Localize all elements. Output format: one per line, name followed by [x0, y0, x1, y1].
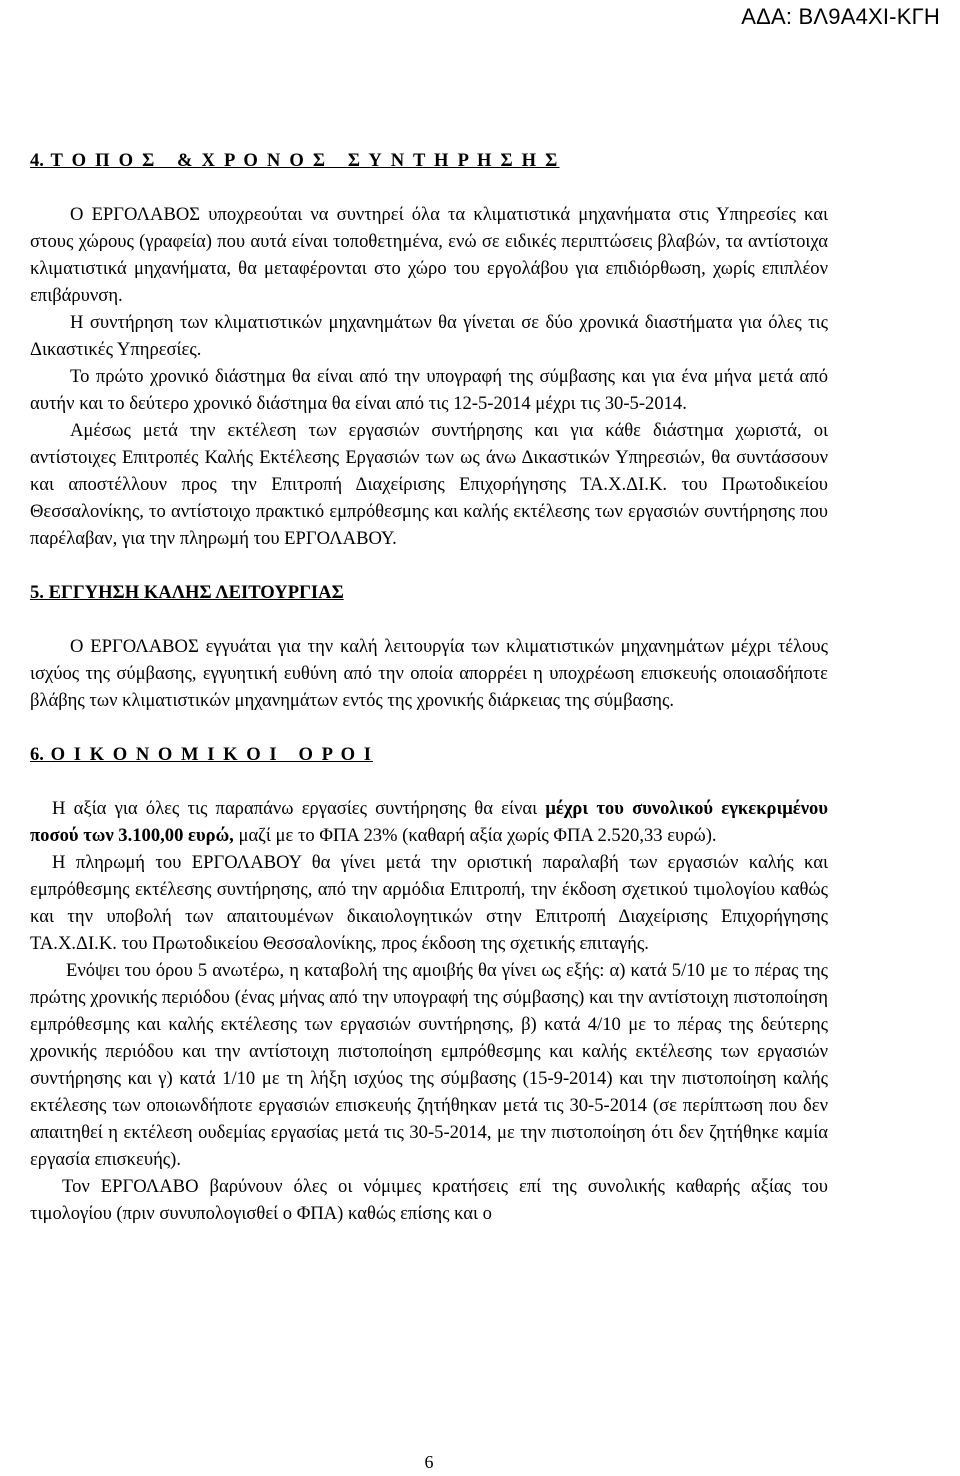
section-4-heading — [30, 147, 828, 174]
section-6-p1-bold-amount: μέχρι του συνολικού εγκεκριμένου ποσού των 3.100,00 ευρώ, — [30, 798, 828, 846]
section-6-paragraph-2: Η πληρωμή του ΕΡΓΟΛΑΒΟΥ θα γίνει μετά την οριστική παραλαβή των εργασιών καλής και εμπρόθεσμης εκτέλεσης συντήρησης, από την αρμόδια Επιτροπή, την έκδοση σχετικού τιμολογίου καθώς και την υποβολή των απαιτουμένων δικαιολογητικών στην Επιτροπή Διαχείρισης Επιχορήγησης ΤΑ.Χ.ΔΙ.Κ. του Πρωτοδικείου Θεσσαλονίκης, προς έκδοση της σχετικής επιταγής. — [30, 852, 828, 954]
section-4-paragraph-2: Η συντήρηση των κλιματιστικών μηχανημάτων θα γίνεται σε δύο χρονικά διαστήματα για όλες τις Δικαστικές Υπηρεσίες. — [30, 312, 828, 360]
spacer — [30, 606, 828, 633]
section-6-paragraph-3: Ενόψει του όρου 5 ανωτέρω, η καταβολή της αμοιβής θα γίνει ως εξής: α) κατά 5/10 με το πέρας της πρώτης χρονικής περιόδου (ένας μήνας από την υπογραφή της σύμβασης) και την αντίστοιχη πιστοποίηση εμπρόθεσμης και καλής εκτέλεσης των εργασιών συντήρησης, β) κατά 4/10 με το πέρας της δεύτερης χρονικής περιόδου και την αντίστοιχη πιστοποίηση εμπρόθεσμης και καλής εκτέλεσης των εργασιών συντήρησης και γ) κατά 1/10 με τη λήξη ισχύος της σύμβασης (15-9-2014) και την πιστοποίηση καλής εκτέλεσης των οποιωνδήποτε εργασιών επισκευής ζητήθηκαν μετά τις 30-5-2014 (σε περίπτωση που δεν απαιτηθεί η εκτέλεση ουδεμίας εργασίας μετά τις 30-5-2014, με την πιστοποίηση ότι δεν ζητήθηκε καμία εργασία επισκευής). — [30, 960, 828, 1170]
document-body — [30, 147, 828, 1227]
section-4-title: Τ Ο Π Ο Σ & Χ Ρ Ο Ν Ο Σ Σ Υ Ν Τ Η Ρ Η Σ Η Σ — [50, 150, 560, 171]
section-6-title: Ο Ι Κ Ο Ν Ο Μ Ι Κ Ο Ι Ο Ρ Ο Ι — [50, 744, 373, 765]
spacer — [30, 552, 828, 579]
section-6-paragraph-4: Τον ΕΡΓΟΛΑΒΟ βαρύνουν όλες οι νόμιμες κρατήσεις επί της συνολικής καθαρής αξίας του τιμολογίου (πριν συνυπολογισθεί ο ΦΠΑ) καθώς επίσης και ο — [30, 1176, 828, 1224]
section-4-number: 4. — [30, 150, 44, 171]
section-6-p1-text-a: Η αξία για όλες τις παραπάνω εργασίες συντήρησης θα είναι — [52, 798, 546, 819]
spacer — [30, 714, 828, 741]
section-4-paragraph-3: Το πρώτο χρονικό διάστημα θα είναι από την υπογραφή της σύμβασης και για ένα μήνα μετά από αυτήν και το δεύτερο χρονικό διάστημα θα είναι από τις 12-5-2014 μέχρι τις 30-5-2014. — [30, 366, 828, 414]
section-4-paragraph-4: Αμέσως μετά την εκτέλεση των εργασιών συντήρησης και για κάθε διάστημα χωριστά, οι αντίστοιχες Επιτροπές Καλής Εκτέλεσης Εργασιών των ως άνω Δικαστικών Υπηρεσιών, θα συντάσσουν και αποστέλλουν προς την Επιτροπή Διαχείρισης Επιχορήγησης ΤΑ.Χ.ΔΙ.Κ. του Πρωτοδικείου Θεσσαλονίκης, το αντίστοιχο πρακτικό εμπρόθεσμης και καλής εκτέλεσης των εργασιών συντήρησης που παρέλαβαν, για την πληρωμή του ΕΡΓΟΛΑΒΟΥ. — [30, 420, 828, 549]
section-6-number: 6. — [30, 744, 44, 765]
section-6-heading — [30, 741, 828, 768]
section-6-p1-text-b: μαζί με το ΦΠΑ 23% (καθαρή αξία χωρίς ΦΠΑ 2.520,33 ευρώ). — [233, 825, 717, 846]
section-4-paragraph-1: Ο ΕΡΓΟΛΑΒΟΣ υποχρεούται να συντηρεί όλα τα κλιματιστικά μηχανήματα στις Υπηρεσίες και στους χώρους (γραφεία) που αυτά είναι τοποθετημένα, ενώ σε ειδικές περιπτώσεις βλαβών, τα αντίστοιχα κλιματιστικά μηχανήματα, θα μεταφέρονται στο χώρο του εργολάβου για επιδιόρθωση, χωρίς επιπλέον επιβάρυνση. — [30, 204, 828, 306]
section-5-heading: 5. ΕΓΓΥΗΣΗ ΚΑΛΗΣ ΛΕΙΤΟΥΡΓΙΑΣ — [30, 582, 344, 603]
section-5-paragraph-1: Ο ΕΡΓΟΛΑΒΟΣ εγγυάται για την καλή λειτουργία των κλιματιστικών μηχανημάτων μέχρι τέλους ισχύος της σύμβασης, εγγυητική ευθύνη από την οποία απορρέει η υποχρέωση επισκευής οποιασδήποτε βλάβης των κλιματιστικών μηχανημάτων εντός της χρονικής διάρκειας της σύμβασης. — [30, 636, 828, 711]
page-number: 6 — [424, 1452, 434, 1472]
spacer — [30, 768, 828, 795]
spacer — [30, 174, 828, 201]
section-6-paragraph-1 — [30, 795, 828, 849]
ada-code: ΑΔΑ: ΒΛ9Α4ΧΙ-ΚΓΗ — [741, 4, 940, 29]
